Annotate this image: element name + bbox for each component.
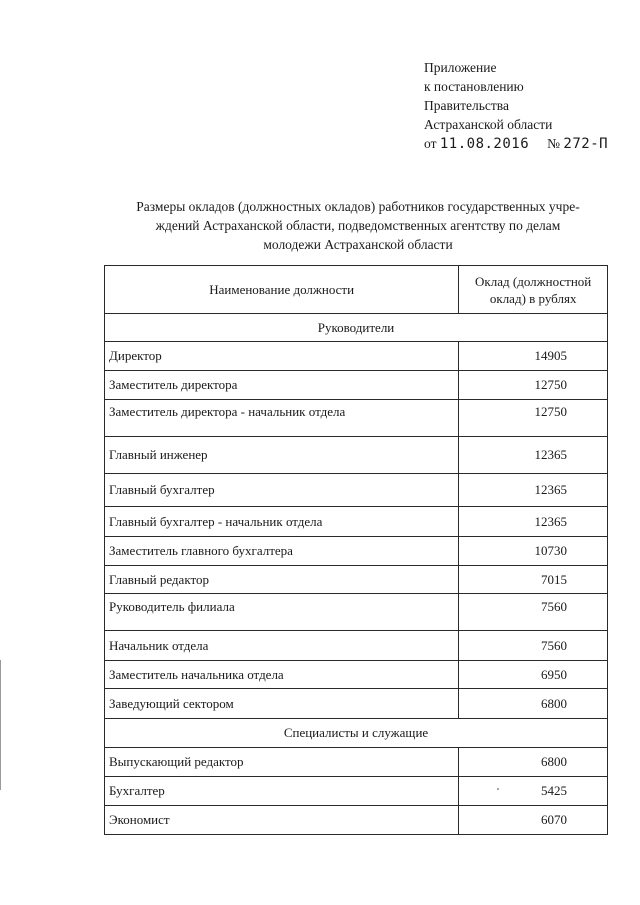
- salary-cell: 7560: [459, 631, 608, 661]
- section-row-managers: [105, 314, 608, 342]
- position-cell: Главный инженер: [105, 437, 459, 474]
- position-cell: Начальник отдела: [105, 631, 459, 661]
- salary-cell: 12365: [459, 474, 608, 507]
- number-prefix: №: [547, 136, 561, 151]
- appendix-line: Приложение: [424, 60, 497, 75]
- appendix-line: Астраханской области: [424, 117, 553, 132]
- salary-cell: 14905: [459, 342, 608, 371]
- salary-cell: 12365: [459, 437, 608, 474]
- table-row: [105, 748, 608, 777]
- table-row: [105, 371, 608, 400]
- position-cell: Главный бухгалтер - начальник отдела: [105, 507, 459, 537]
- position-cell: Бухгалтер: [105, 777, 459, 806]
- table-row: [105, 537, 608, 566]
- salary-cell: 6800: [459, 689, 608, 719]
- table-row: [105, 689, 608, 719]
- table-row: [105, 400, 608, 437]
- table-row: [105, 437, 608, 474]
- table-row: [105, 806, 608, 835]
- table-row: [105, 661, 608, 689]
- position-cell: Заведующий сектором: [105, 689, 459, 719]
- salary-cell: 12365: [459, 507, 608, 537]
- position-cell: Главный бухгалтер: [105, 474, 459, 507]
- position-cell: Директор: [105, 342, 459, 371]
- position-cell: Главный редактор: [105, 566, 459, 594]
- appendix-line: Правительства: [424, 98, 509, 113]
- position-cell: Заместитель начальника отдела: [105, 661, 459, 689]
- appendix-date-line: [424, 134, 624, 154]
- appendix-line: к постановлению: [424, 79, 524, 94]
- scan-edge-artifact: [0, 660, 1, 790]
- scan-speck: [497, 788, 499, 790]
- document-title: [104, 197, 612, 254]
- date-prefix: от: [424, 136, 437, 151]
- table-row: [105, 474, 608, 507]
- resolution-date: 11.08.2016: [439, 136, 530, 152]
- position-cell: Заместитель директора: [105, 371, 459, 400]
- salary-cell: 10730: [459, 537, 608, 566]
- position-cell: Руководитель филиала: [105, 594, 459, 631]
- title-line: ждений Астраханской области, подведомственных агентству по делам: [155, 218, 561, 233]
- column-header-salary: Оклад (должностной оклад) в рублях: [459, 266, 608, 314]
- salary-cell: 5425: [459, 777, 608, 806]
- position-cell: Заместитель директора - начальник отдела: [105, 400, 459, 437]
- column-header-position: Наименование должности: [105, 266, 459, 314]
- position-cell: Выпускающий редактор: [105, 748, 459, 777]
- title-line: молодежи Астраханской области: [263, 237, 453, 252]
- table-row: [105, 777, 608, 806]
- salary-cell: 6800: [459, 748, 608, 777]
- table-row: [105, 631, 608, 661]
- appendix-block: [424, 58, 624, 154]
- salary-cell: 12750: [459, 371, 608, 400]
- section-title: Специалисты и служащие: [105, 719, 608, 748]
- table-row: [105, 566, 608, 594]
- table-row: [105, 507, 608, 537]
- table-row: [105, 594, 608, 631]
- title-line: Размеры окладов (должностных окладов) работников государственных учре-: [136, 199, 580, 214]
- section-row-specialists: [105, 719, 608, 748]
- salary-cell: 12750: [459, 400, 608, 437]
- position-cell: Экономист: [105, 806, 459, 835]
- section-title: Руководители: [105, 314, 608, 342]
- salary-table: [104, 265, 608, 835]
- resolution-number: 272-П: [563, 136, 609, 152]
- salary-cell: 7015: [459, 566, 608, 594]
- salary-cell: 6070: [459, 806, 608, 835]
- table-row: [105, 342, 608, 371]
- salary-cell: 6950: [459, 661, 608, 689]
- position-cell: Заместитель главного бухгалтера: [105, 537, 459, 566]
- salary-cell: 7560: [459, 594, 608, 631]
- table-header-row: [105, 266, 608, 314]
